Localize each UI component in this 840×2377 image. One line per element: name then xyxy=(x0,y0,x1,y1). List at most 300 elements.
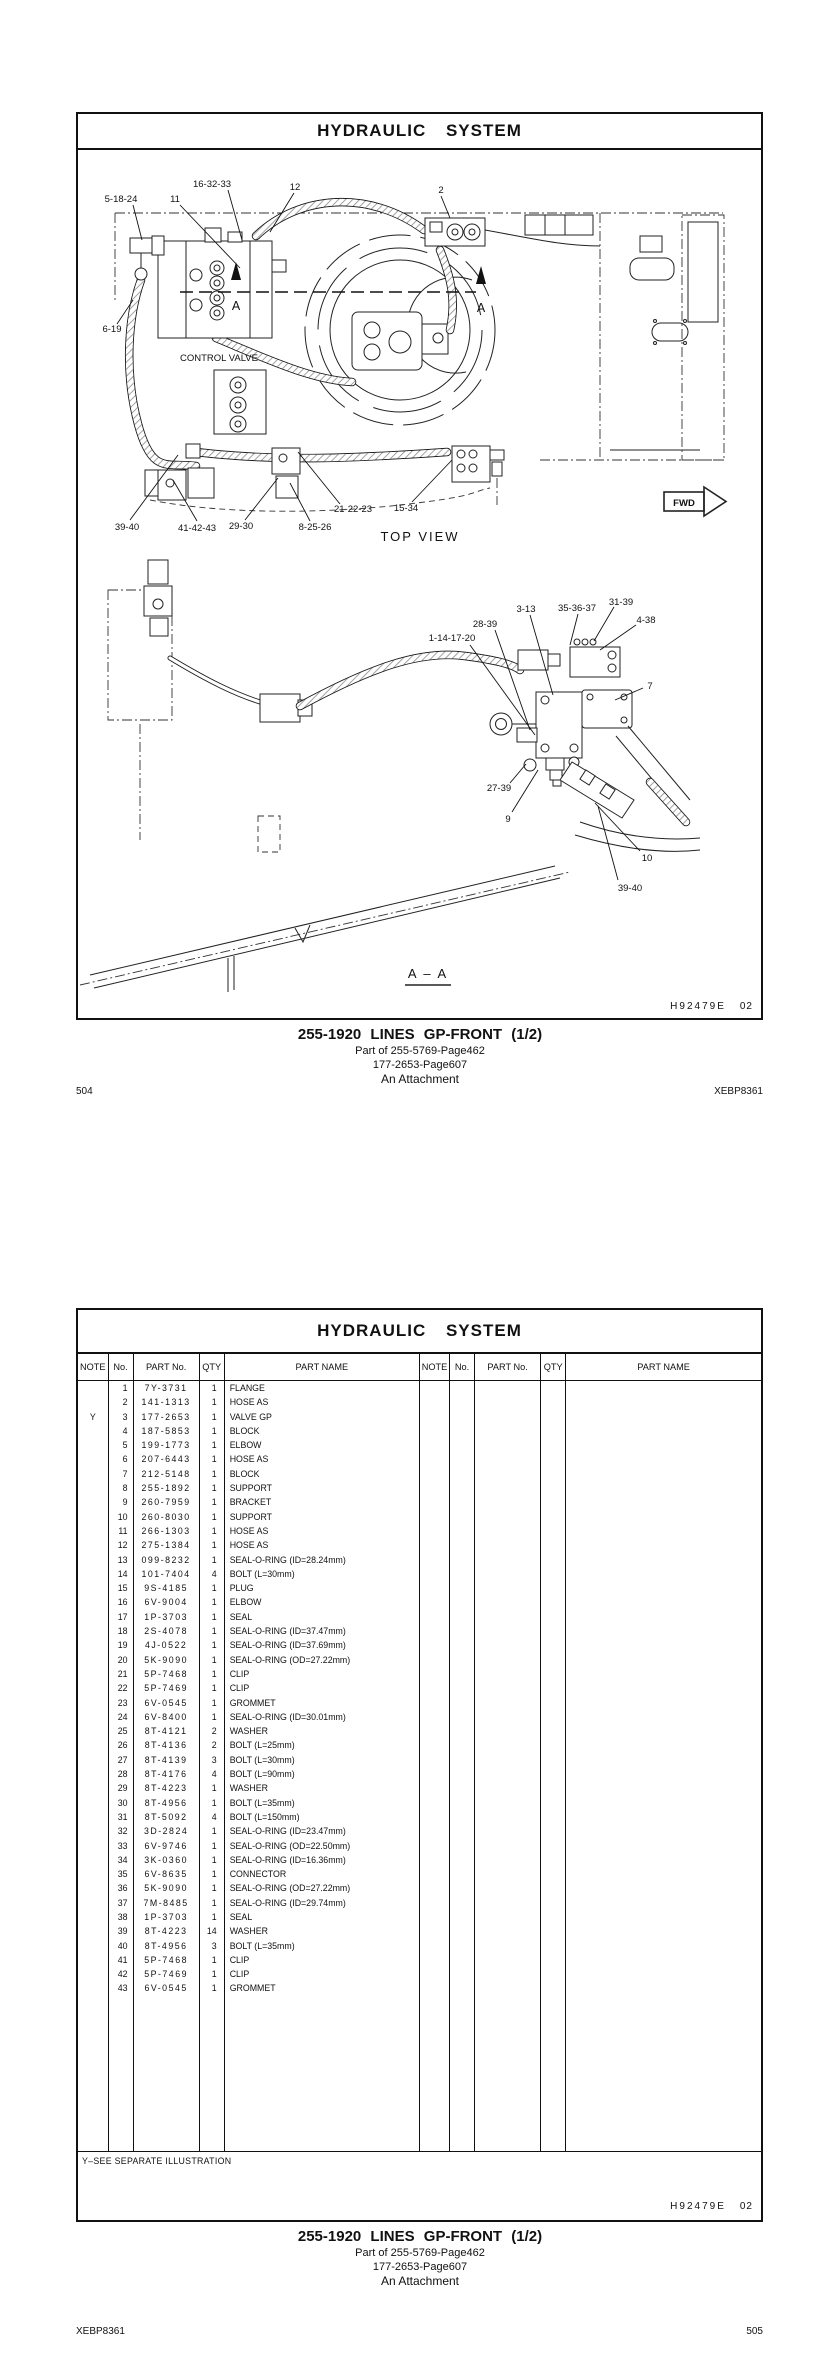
cell-note-right xyxy=(419,1681,449,1695)
cell-qty: 1 xyxy=(199,1881,224,1895)
cell-no: 24 xyxy=(108,1710,133,1724)
cell-qty-right xyxy=(541,1710,566,1724)
cell-note-right xyxy=(419,1738,449,1752)
table-row xyxy=(78,1624,761,1638)
cell-qty-right xyxy=(541,1481,566,1495)
callout-label: 6-19 xyxy=(102,324,122,335)
table-row xyxy=(78,1896,761,1910)
cell-part_no: 260-8030 xyxy=(133,1510,199,1524)
cell-part_name-right xyxy=(566,1610,761,1624)
cell-part_name: CLIP xyxy=(224,1967,419,1981)
cell-no: 29 xyxy=(108,1781,133,1795)
cell-qty: 1 xyxy=(199,1853,224,1867)
cell-no-right xyxy=(450,1567,475,1581)
cell-note-right xyxy=(419,1524,449,1538)
cell-part_no-right xyxy=(475,1510,541,1524)
cell-part_name: SEAL-O-RING (OD=22.50mm) xyxy=(224,1839,419,1853)
cell-part_no-right xyxy=(475,1767,541,1781)
cell-part_name: GROMMET xyxy=(224,1981,419,1995)
cell-note xyxy=(78,1824,108,1838)
cell-no: 18 xyxy=(108,1624,133,1638)
cell-note-right xyxy=(419,1410,449,1424)
cell-qty-right xyxy=(541,1967,566,1981)
cell-qty-right xyxy=(541,1910,566,1924)
cell-no: 32 xyxy=(108,1824,133,1838)
cell-no: 4 xyxy=(108,1424,133,1438)
cell-part_name-right xyxy=(566,1910,761,1924)
cell-part_name: BLOCK xyxy=(224,1467,419,1481)
cell-part_no-right xyxy=(475,1910,541,1924)
cell-part_no: 6V-9004 xyxy=(133,1595,199,1609)
cell-no-right xyxy=(450,1681,475,1695)
cell-part_name: BRACKET xyxy=(224,1495,419,1509)
table-row xyxy=(78,1824,761,1838)
cell-part_name-right xyxy=(566,1953,761,1967)
cell-qty: 1 xyxy=(199,1495,224,1509)
cell-part_no-right xyxy=(475,1681,541,1695)
callout-label: 8-25-26 xyxy=(298,522,332,533)
drawing-number xyxy=(670,2201,753,2212)
table-row xyxy=(78,1867,761,1881)
cell-no: 21 xyxy=(108,1667,133,1681)
cell-part_no: 2S-4078 xyxy=(133,1624,199,1638)
cell-note-right xyxy=(419,1624,449,1638)
cell-qty-right xyxy=(541,1495,566,1509)
cell-note xyxy=(78,1981,108,1995)
callout-label: 28-39 xyxy=(472,619,498,630)
cell-qty: 1 xyxy=(199,1710,224,1724)
cell-no-right xyxy=(450,1538,475,1552)
cell-note-right xyxy=(419,1796,449,1810)
cell-note xyxy=(78,1753,108,1767)
cell-no-right xyxy=(450,1595,475,1609)
cell-part_name: SEAL-O-RING (OD=27.22mm) xyxy=(224,1653,419,1667)
page-number-505: 505 xyxy=(746,2326,763,2337)
cell-no-right xyxy=(450,1653,475,1667)
cell-qty-right xyxy=(541,1753,566,1767)
cell-no-right xyxy=(450,1510,475,1524)
cell-note xyxy=(78,1896,108,1910)
diagram-sheet xyxy=(76,112,763,1020)
cell-qty: 1 xyxy=(199,1896,224,1910)
cell-part_no: 101-7404 xyxy=(133,1567,199,1581)
cell-part_name: BOLT (L=90mm) xyxy=(224,1767,419,1781)
cell-part_no-right xyxy=(475,1381,541,1396)
section-letter-right: A xyxy=(476,301,486,315)
header-qty-2: QTY xyxy=(541,1354,566,1381)
cell-no-right xyxy=(450,1438,475,1452)
cell-part_name-right xyxy=(566,1481,761,1495)
cell-part_name-right xyxy=(566,1452,761,1466)
cell-note xyxy=(78,1724,108,1738)
cell-note-right xyxy=(419,1924,449,1938)
sheet-caption xyxy=(0,1026,840,1087)
cell-part_no: 8T-4223 xyxy=(133,1924,199,1938)
cell-note xyxy=(78,1924,108,1938)
callout-label: 35-36-37 xyxy=(557,603,597,614)
cell-qty-right xyxy=(541,1767,566,1781)
cell-note xyxy=(78,1524,108,1538)
cell-note xyxy=(78,1939,108,1953)
cell-qty: 1 xyxy=(199,1538,224,1552)
header-part-name-2: PART NAME xyxy=(566,1354,761,1381)
table-row xyxy=(78,1438,761,1452)
cell-part_name-right xyxy=(566,1796,761,1810)
cell-note xyxy=(78,1581,108,1595)
callout-label: 11 xyxy=(170,194,180,205)
caption-partof: Part of 255-5769-Page462 xyxy=(355,2246,485,2259)
cell-note xyxy=(78,1796,108,1810)
cell-part_no: 8T-4136 xyxy=(133,1738,199,1752)
table-row xyxy=(78,1553,761,1567)
cell-part_no-right xyxy=(475,1638,541,1652)
cell-note xyxy=(78,1653,108,1667)
cell-qty: 3 xyxy=(199,1753,224,1767)
cell-note-right xyxy=(419,1395,449,1409)
cell-note xyxy=(78,1681,108,1695)
cell-qty: 1 xyxy=(199,1381,224,1396)
cell-part_name: FLANGE xyxy=(224,1381,419,1396)
table-row xyxy=(78,1595,761,1609)
cell-no-right xyxy=(450,1381,475,1396)
cell-part_no: 1P-3703 xyxy=(133,1910,199,1924)
cell-no-right xyxy=(450,1953,475,1967)
section-caption: A – A xyxy=(407,966,449,981)
parts-table-body xyxy=(78,1381,761,2152)
cell-no: 7 xyxy=(108,1467,133,1481)
cell-note xyxy=(78,1553,108,1567)
cell-note xyxy=(78,1953,108,1967)
cell-qty-right xyxy=(541,1610,566,1624)
table-row xyxy=(78,1524,761,1538)
table-row xyxy=(78,1853,761,1867)
table-row xyxy=(78,1610,761,1624)
cell-note xyxy=(78,1624,108,1638)
table-row xyxy=(78,1653,761,1667)
cell-part_no: 9S-4185 xyxy=(133,1581,199,1595)
cell-qty: 1 xyxy=(199,1953,224,1967)
cell-part_no-right xyxy=(475,1667,541,1681)
cell-part_name-right xyxy=(566,1939,761,1953)
cell-note-right xyxy=(419,1567,449,1581)
cell-qty: 1 xyxy=(199,1910,224,1924)
cell-qty: 1 xyxy=(199,1824,224,1838)
cell-part_name-right xyxy=(566,1967,761,1981)
cell-note-right xyxy=(419,1381,449,1396)
cell-qty-right xyxy=(541,1667,566,1681)
header-note: NOTE xyxy=(78,1354,108,1381)
cell-part_no: 8T-4956 xyxy=(133,1939,199,1953)
cell-qty-right xyxy=(541,1467,566,1481)
cell-no-right xyxy=(450,1896,475,1910)
cell-note-right xyxy=(419,1495,449,1509)
cell-note xyxy=(78,1381,108,1396)
cell-part_name: VALVE GP xyxy=(224,1410,419,1424)
cell-note xyxy=(78,1452,108,1466)
cell-note xyxy=(78,1567,108,1581)
callout-label: 9 xyxy=(505,814,511,825)
cell-note xyxy=(78,1424,108,1438)
cell-part_no-right xyxy=(475,1867,541,1881)
caption-partof: Part of 255-5769-Page462 xyxy=(355,1044,485,1057)
cell-no: 40 xyxy=(108,1939,133,1953)
cell-part_no-right xyxy=(475,1696,541,1710)
cell-qty: 2 xyxy=(199,1724,224,1738)
cell-qty-right xyxy=(541,1781,566,1795)
cell-no-right xyxy=(450,1910,475,1924)
table-row xyxy=(78,1510,761,1524)
cell-part_no-right xyxy=(475,1452,541,1466)
cell-note xyxy=(78,1481,108,1495)
cell-qty: 1 xyxy=(199,1467,224,1481)
cell-qty: 4 xyxy=(199,1767,224,1781)
cell-no: 15 xyxy=(108,1581,133,1595)
cell-part_no: 1P-3703 xyxy=(133,1610,199,1624)
cell-part_name: SEAL xyxy=(224,1610,419,1624)
cell-no: 19 xyxy=(108,1638,133,1652)
cell-part_no: 6V-0545 xyxy=(133,1981,199,1995)
cell-part_no-right xyxy=(475,1538,541,1552)
cell-qty-right xyxy=(541,1896,566,1910)
cell-qty-right xyxy=(541,1395,566,1409)
cell-part_name-right xyxy=(566,1896,761,1910)
cell-part_name: HOSE AS xyxy=(224,1524,419,1538)
cell-no: 34 xyxy=(108,1853,133,1867)
cell-note: Y xyxy=(89,1411,96,1422)
cell-no: 3 xyxy=(108,1410,133,1424)
cell-part_no-right xyxy=(475,1481,541,1495)
cell-qty: 1 xyxy=(199,1595,224,1609)
cell-part_no: 099-8232 xyxy=(133,1553,199,1567)
cell-note-right xyxy=(419,1653,449,1667)
cell-part_name: GROMMET xyxy=(224,1696,419,1710)
cell-part_no-right xyxy=(475,1753,541,1767)
cell-qty: 1 xyxy=(199,1781,224,1795)
cell-note xyxy=(78,1696,108,1710)
cell-qty-right xyxy=(541,1524,566,1538)
cell-note-right xyxy=(419,1481,449,1495)
cell-qty-right xyxy=(541,1810,566,1824)
cell-note-right xyxy=(419,1810,449,1824)
cell-part_no: 212-5148 xyxy=(133,1467,199,1481)
filler-row xyxy=(78,1996,761,2152)
cell-no-right xyxy=(450,1796,475,1810)
cell-no-right xyxy=(450,1939,475,1953)
cell-no: 33 xyxy=(108,1839,133,1853)
cell-part_no-right xyxy=(475,1839,541,1853)
cell-part_name-right xyxy=(566,1467,761,1481)
cell-part_name: BOLT (L=30mm) xyxy=(224,1567,419,1581)
drawing-revision: 02 xyxy=(739,2201,753,2212)
cell-part_no-right xyxy=(475,1724,541,1738)
cell-part_no: 5K-9090 xyxy=(133,1881,199,1895)
cell-qty: 1 xyxy=(199,1867,224,1881)
control-valve-label: CONTROL VALVE xyxy=(180,353,258,364)
cell-note-right xyxy=(419,1910,449,1924)
cell-no: 11 xyxy=(108,1524,133,1538)
cell-note-right xyxy=(419,1638,449,1652)
table-row xyxy=(78,1781,761,1795)
cell-qty-right xyxy=(541,1939,566,1953)
cell-part_no: 255-1892 xyxy=(133,1481,199,1495)
cell-no-right xyxy=(450,1495,475,1509)
cell-part_name-right xyxy=(566,1881,761,1895)
cell-part_no: 8T-4176 xyxy=(133,1767,199,1781)
caption-ref: 177-2653-Page607 xyxy=(372,1058,468,1071)
cell-qty-right xyxy=(541,1624,566,1638)
cell-part_name: SEAL-O-RING (ID=16.36mm) xyxy=(224,1853,419,1867)
cell-part_name-right xyxy=(566,1410,761,1424)
table-row xyxy=(78,1810,761,1824)
cell-qty: 1 xyxy=(199,1696,224,1710)
cell-qty-right xyxy=(541,1681,566,1695)
cell-no-right xyxy=(450,1467,475,1481)
cell-no-right xyxy=(450,1767,475,1781)
cell-qty: 1 xyxy=(199,1667,224,1681)
cell-note-right xyxy=(419,1967,449,1981)
table-row xyxy=(78,1981,761,1995)
cell-no-right xyxy=(450,1424,475,1438)
cell-part_no-right xyxy=(475,1610,541,1624)
cell-part_name: SEAL-O-RING (ID=28.24mm) xyxy=(224,1553,419,1567)
cell-part_name-right xyxy=(566,1624,761,1638)
cell-part_no: 6V-0545 xyxy=(133,1696,199,1710)
cell-qty: 3 xyxy=(199,1939,224,1953)
callout-label: 16-32-33 xyxy=(192,179,232,190)
header-qty: QTY xyxy=(199,1354,224,1381)
cell-qty-right xyxy=(541,1824,566,1838)
table-row xyxy=(78,1667,761,1681)
cell-part_name-right xyxy=(566,1753,761,1767)
cell-part_no-right xyxy=(475,1410,541,1424)
cell-qty-right xyxy=(541,1553,566,1567)
cell-note-right xyxy=(419,1896,449,1910)
cell-part_no-right xyxy=(475,1438,541,1452)
cell-no-right xyxy=(450,1810,475,1824)
table-row xyxy=(78,1381,761,1396)
cell-note-right xyxy=(419,1467,449,1481)
cell-note-right xyxy=(419,1538,449,1552)
cell-part_name: HOSE AS xyxy=(224,1395,419,1409)
callout-label: 31-39 xyxy=(608,597,634,608)
cell-part_name: CLIP xyxy=(224,1953,419,1967)
table-row xyxy=(78,1696,761,1710)
cell-no: 1 xyxy=(108,1381,133,1396)
fwd-arrow xyxy=(664,487,726,516)
cell-part_name: SEAL-O-RING (ID=37.47mm) xyxy=(224,1624,419,1638)
cell-no-right xyxy=(450,1981,475,1995)
cell-no-right xyxy=(450,1924,475,1938)
cell-no-right xyxy=(450,1610,475,1624)
cell-note-right xyxy=(419,1438,449,1452)
cell-qty: 1 xyxy=(199,1839,224,1853)
cell-part_no-right xyxy=(475,1653,541,1667)
cell-qty: 4 xyxy=(199,1567,224,1581)
drawing-number-value: H92479E xyxy=(670,1001,726,1012)
cell-no: 2 xyxy=(108,1395,133,1409)
cell-part_name-right xyxy=(566,1839,761,1853)
table-row xyxy=(78,1796,761,1810)
cell-part_no-right xyxy=(475,1924,541,1938)
cell-note xyxy=(78,1495,108,1509)
cell-part_no-right xyxy=(475,1881,541,1895)
cell-part_no-right xyxy=(475,1810,541,1824)
table-row xyxy=(78,1452,761,1466)
cell-part_name-right xyxy=(566,1724,761,1738)
cell-qty: 1 xyxy=(199,1967,224,1981)
cell-no-right xyxy=(450,1839,475,1853)
cell-no: 42 xyxy=(108,1967,133,1981)
cell-qty-right xyxy=(541,1696,566,1710)
parts-table xyxy=(78,1354,761,2152)
cell-part_name: PLUG xyxy=(224,1581,419,1595)
cell-qty: 2 xyxy=(199,1738,224,1752)
cell-part_name-right xyxy=(566,1395,761,1409)
cell-no: 8 xyxy=(108,1481,133,1495)
cell-no: 26 xyxy=(108,1738,133,1752)
page-number-504: 504 xyxy=(76,1086,93,1097)
header-note-2: NOTE xyxy=(419,1354,449,1381)
cell-part_no-right xyxy=(475,1395,541,1409)
caption-ref: 177-2653-Page607 xyxy=(372,2260,468,2273)
table-row xyxy=(78,1581,761,1595)
callout-label: 3-13 xyxy=(516,604,536,615)
cell-no-right xyxy=(450,1853,475,1867)
drawing-revision: 02 xyxy=(739,1001,753,1012)
cell-part_no-right xyxy=(475,1824,541,1838)
cell-part_name-right xyxy=(566,1738,761,1752)
cell-part_no-right xyxy=(475,1939,541,1953)
cell-part_name-right xyxy=(566,1781,761,1795)
cell-part_name: ELBOW xyxy=(224,1438,419,1452)
cell-part_no-right xyxy=(475,1781,541,1795)
callout-label: 29-30 xyxy=(228,521,254,532)
cell-part_no-right xyxy=(475,1738,541,1752)
cell-no: 27 xyxy=(108,1753,133,1767)
cell-part_name-right xyxy=(566,1653,761,1667)
table-row xyxy=(78,1881,761,1895)
cell-part_name: BOLT (L=25mm) xyxy=(224,1738,419,1752)
cell-no: 16 xyxy=(108,1595,133,1609)
cell-qty-right xyxy=(541,1538,566,1552)
cell-no-right xyxy=(450,1481,475,1495)
cell-note-right xyxy=(419,1696,449,1710)
cell-note xyxy=(78,1638,108,1652)
cell-part_no: 5K-9090 xyxy=(133,1653,199,1667)
sheet-caption xyxy=(0,2228,840,2289)
cell-qty: 1 xyxy=(199,1981,224,1995)
table-row xyxy=(78,1767,761,1781)
cell-part_no-right xyxy=(475,1524,541,1538)
cell-note xyxy=(78,1538,108,1552)
cell-part_name-right xyxy=(566,1595,761,1609)
cell-part_no: 207-6443 xyxy=(133,1452,199,1466)
cell-part_no: 6V-8635 xyxy=(133,1867,199,1881)
parts-list-sheet xyxy=(76,1308,763,2222)
table-row xyxy=(78,1467,761,1481)
cell-part_no: 8T-4223 xyxy=(133,1781,199,1795)
caption-attachment: An Attachment xyxy=(380,1072,460,1087)
cell-part_no: 7M-8485 xyxy=(133,1896,199,1910)
table-row xyxy=(78,1638,761,1652)
cell-qty: 1 xyxy=(199,1796,224,1810)
cell-qty-right xyxy=(541,1653,566,1667)
cell-part_no-right xyxy=(475,1710,541,1724)
cell-qty-right xyxy=(541,1424,566,1438)
cell-qty: 1 xyxy=(199,1438,224,1452)
cell-no-right xyxy=(450,1824,475,1838)
cell-part_no: 6V-9746 xyxy=(133,1839,199,1853)
